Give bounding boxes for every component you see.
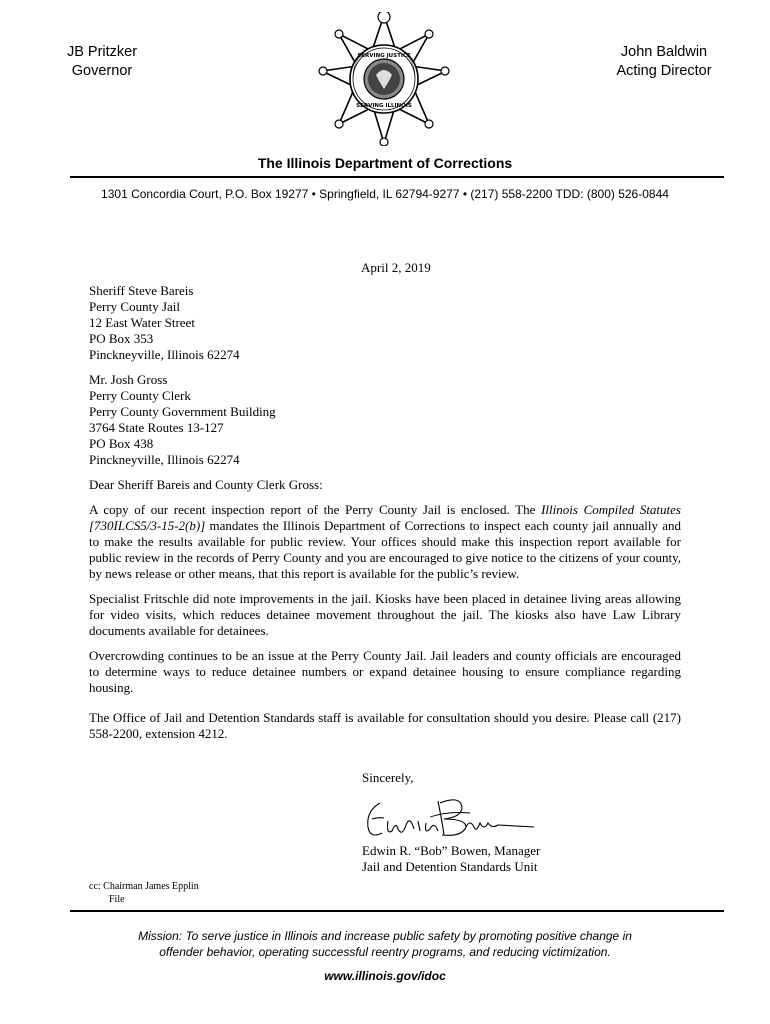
website-link[interactable]: www.illinois.gov/idoc [324, 969, 446, 983]
recipient-clerk [89, 372, 681, 468]
director-name: John Baldwin [620, 44, 708, 60]
paragraph-text: mandates the Illinois Department of Corrections to inspect each county jail annually and to make the results available for public review. Your offices should make this inspection report available for public review in the records of Perry County and you are encouraged to give notice to the citizens of your county, by news release or other means, that this report is available for the public’s review. [89, 518, 681, 581]
signer-block [362, 843, 540, 875]
recipient-sheriff [89, 283, 681, 363]
handwritten-signature [358, 791, 538, 845]
address-line: 12 East Water Street [89, 315, 195, 330]
paragraph-overcrowding: Overcrowding continues to be an issue at the Perry County Jail. Jail leaders and county officials are encouraged to determine ways to reduce detainee numbers or expand detainee housing to ensure compliance regarding housing. [89, 648, 681, 695]
cc-block [89, 880, 199, 906]
director-title: Acting Director [616, 63, 712, 79]
header-divider [70, 176, 724, 178]
paragraph-improvements: Specialist Fritschle did note improvements in the jail. Kiosks have been placed in detainee living areas allowing for video visits, which reduces detainee movement throughout the jail. The kiosks also have Law Library documents available for detainees. [89, 591, 681, 638]
address-line: Perry County Government Building [89, 404, 276, 419]
salutation: Dear Sheriff Bareis and County Clerk Gross: [89, 477, 323, 492]
signer-unit: Jail and Detention Standards Unit [362, 859, 538, 874]
svg-text:SERVING JUSTICE: SERVING JUSTICE [357, 53, 411, 59]
governor-block [62, 43, 142, 81]
department-title: The Illinois Department of Corrections [257, 155, 513, 171]
letter-date: April 2, 2019 [361, 260, 431, 275]
address-line: Perry County Clerk [89, 388, 191, 403]
mission-statement [0, 928, 770, 960]
address-line: Perry County Jail [89, 299, 180, 314]
director-block [608, 43, 720, 81]
cc-line: File [109, 894, 125, 905]
paragraph-consultation: The Office of Jail and Detention Standards staff is available for consultation should you desire. Please call (217) 558-2200, extension 4212. [89, 710, 681, 741]
star-badge-seal-icon [315, 12, 453, 146]
closing: Sincerely, [362, 770, 414, 785]
svg-text:SERVING ILLINOIS: SERVING ILLINOIS [356, 103, 412, 109]
address-line: PO Box 353 [89, 331, 154, 346]
address-line: 3764 State Routes 13-127 [89, 420, 224, 435]
mission-line: Mission: To serve justice in Illinois and increase public safety by promoting positive change in [138, 929, 632, 943]
footer-divider [70, 910, 724, 912]
address-line: Pinckneyville, Illinois 62274 [89, 347, 240, 362]
signer-name: Edwin R. “Bob” Bowen, Manager [362, 843, 541, 858]
paragraph-text: A copy of our recent inspection report of the Perry County Jail is enclosed. The [89, 502, 542, 517]
address-line: Pinckneyville, Illinois 62274 [89, 452, 240, 467]
address-line: Sheriff Steve Bareis [89, 283, 194, 298]
governor-name: JB Pritzker [66, 44, 138, 60]
statute-citation: Illinois Compiled Statutes [730ILCS5/3-15-2(b)] [89, 502, 681, 533]
paragraph-inspection-report [89, 502, 681, 582]
cc-line: cc: Chairman James Epplin [89, 881, 199, 892]
letter-body [89, 283, 681, 751]
address-line: Mr. Josh Gross [89, 372, 168, 387]
governor-title: Governor [71, 63, 133, 79]
department-address: 1301 Concordia Court, P.O. Box 19277 • Springfield, IL 62794-9277 • (217) 558-2200 TDD: (800) 526-0844 [101, 187, 669, 201]
mission-line: offender behavior, operating successful reentry programs, and reducing victimization. [159, 945, 611, 959]
address-line: PO Box 438 [89, 436, 154, 451]
